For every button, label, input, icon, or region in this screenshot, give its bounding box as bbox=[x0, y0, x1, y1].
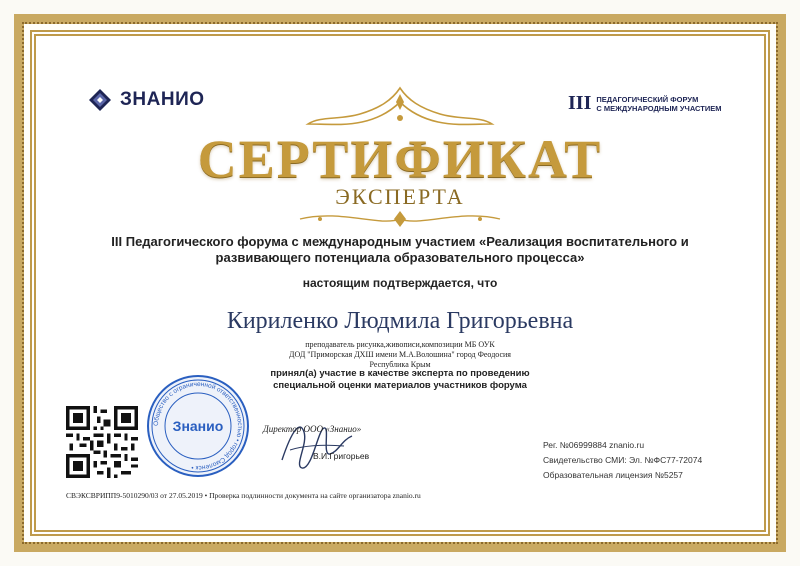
seal-ring-text: Общество с ограниченной ответственностью • город Смоленск • bbox=[152, 380, 244, 472]
znanio-diamond-icon bbox=[88, 88, 112, 112]
forum-line-1: ПЕДАГОГИЧЕСКИЙ ФОРУМ bbox=[596, 94, 699, 104]
znanio-logo bbox=[88, 88, 205, 112]
event-line-1: III Педагогического форума с международным участием «Реализация воспитательного и bbox=[111, 234, 689, 249]
registration-info bbox=[543, 438, 702, 483]
certificate-title: СЕРТИФИКАТ bbox=[197, 129, 603, 189]
recipient-name: Кириленко Людмила Григорьевна bbox=[226, 308, 574, 334]
forum-line-2: С МЕЖДУНАРОДНЫМ УЧАСТИЕМ bbox=[596, 103, 722, 113]
director-signature bbox=[272, 410, 362, 480]
education-license: Образовательная лицензия №5257 bbox=[543, 470, 683, 480]
signer-name: В.И.Григорьев bbox=[313, 451, 370, 461]
event-name bbox=[80, 234, 720, 266]
brand-name: ЗНАНИО bbox=[120, 89, 205, 110]
company-seal bbox=[146, 374, 250, 478]
forum-logo bbox=[568, 92, 722, 115]
position-line-1: преподаватель рисунка,живописи,композиции МБ ОУК bbox=[305, 340, 495, 349]
forum-roman-numeral: III bbox=[568, 92, 592, 114]
position-line-3: Республика Крым bbox=[369, 360, 431, 369]
participation-line-2: специальной оценки материалов участников форума bbox=[273, 380, 527, 391]
participation-text bbox=[200, 368, 600, 392]
event-line-2: развивающего потенциала образовательного процесса» bbox=[215, 250, 585, 265]
seal-center-text: Знанио bbox=[172, 418, 224, 434]
qr-code[interactable] bbox=[66, 406, 138, 478]
signer-title: Директор ООО «Знанио» bbox=[263, 424, 362, 434]
signature-block bbox=[263, 424, 413, 461]
confirm-text: настоящим подтверждается, что bbox=[302, 276, 498, 290]
position-line-2: ДОД "Приморская ДХШ имени М.А.Волошина" город Феодосия bbox=[289, 350, 511, 359]
recipient-position bbox=[200, 340, 600, 370]
participation-line-1: принял(а) участие в качестве эксперта по проведению bbox=[270, 368, 530, 379]
bottom-ornament bbox=[280, 205, 520, 235]
verification-note: СВЭКСВРИПП9-5010290/03 от 27.05.2019 • Проверка подлинности документа на сайте организатора znanio.ru bbox=[66, 491, 421, 500]
registration-number: Рег. №06999884 znanio.ru bbox=[543, 440, 645, 450]
media-certificate: Свидетельство СМИ: Эл. №ФС77-72074 bbox=[543, 455, 703, 465]
certificate-subtitle: ЭКСПЕРТА bbox=[335, 184, 465, 209]
